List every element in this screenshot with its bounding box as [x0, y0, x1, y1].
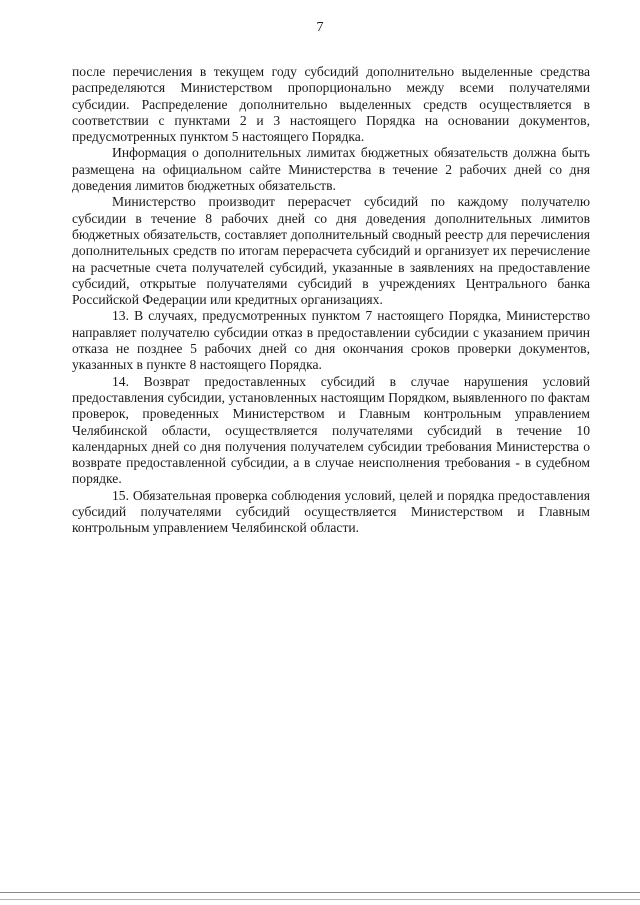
page-number: 7 — [316, 20, 324, 35]
paragraph-item-14: 14. Возврат предоставленных субсидий в случае нарушения условий предоставления субсидии, установленных настоящим Порядком, выявленного по фактам проверок, проведенных Министерством и Главным контрольным управлением Челябинской области, осуществляется получателями субсидий в течение 10 календарных дней со дня получения получателем субсидии требования Министерства о возврате предоставленной субсидии, а в случае неисполнения требования - в судебном порядке. — [72, 373, 590, 487]
scan-edge-line-lower — [0, 899, 640, 900]
paragraph-continuation: после перечисления в текущем году субсидий дополнительно выделенные средства распределяются Министерством пропорционально между всеми получателями субсидии. Распределение дополнительно выделенных средств осуществляется в соответствии с пунктами 2 и 3 настоящего Порядка на основании документов, предусмотренных пунктом 5 настоящего Порядка. — [72, 64, 590, 145]
paragraph-item-13: 13. В случаях, предусмотренных пунктом 7 настоящего Порядка, Министерство направляет получателю субсидии отказ в предоставлении субсидии с указанием причин отказа не позднее 5 рабочих дней со дня окончания сроков проверки документов, указанных в пункте 8 настоящего Порядка. — [72, 308, 590, 373]
document-body — [72, 64, 590, 537]
scan-edge-line — [0, 892, 640, 893]
paragraph-item-15: 15. Обязательная проверка соблюдения условий, целей и порядка предоставления субсидий получателями субсидий осуществляется Министерством и Главным контрольным управлением Челябинской области. — [72, 487, 590, 536]
paragraph-additional-limits-info: Информация о дополнительных лимитах бюджетных обязательств должна быть размещена на официальном сайте Министерства в течение 2 рабочих дней со дня доведения лимитов бюджетных обязательств. — [72, 145, 590, 194]
paragraph-subsidy-recalculation: Министерство производит перерасчет субсидий по каждому получателю субсидии в течение 8 рабочих дней со дня доведения дополнительных лимитов бюджетных обязательств, составляет дополнительный сводный реестр для перечисления дополнительных средств по итогам перерасчета субсидий и организует их перечисление на расчетные счета получателей субсидий, указанные в заявлениях на предоставление субсидий, открытые получателями субсидий в учреждениях Центрального банка Российской Федерации или кредитных организациях. — [72, 194, 590, 308]
